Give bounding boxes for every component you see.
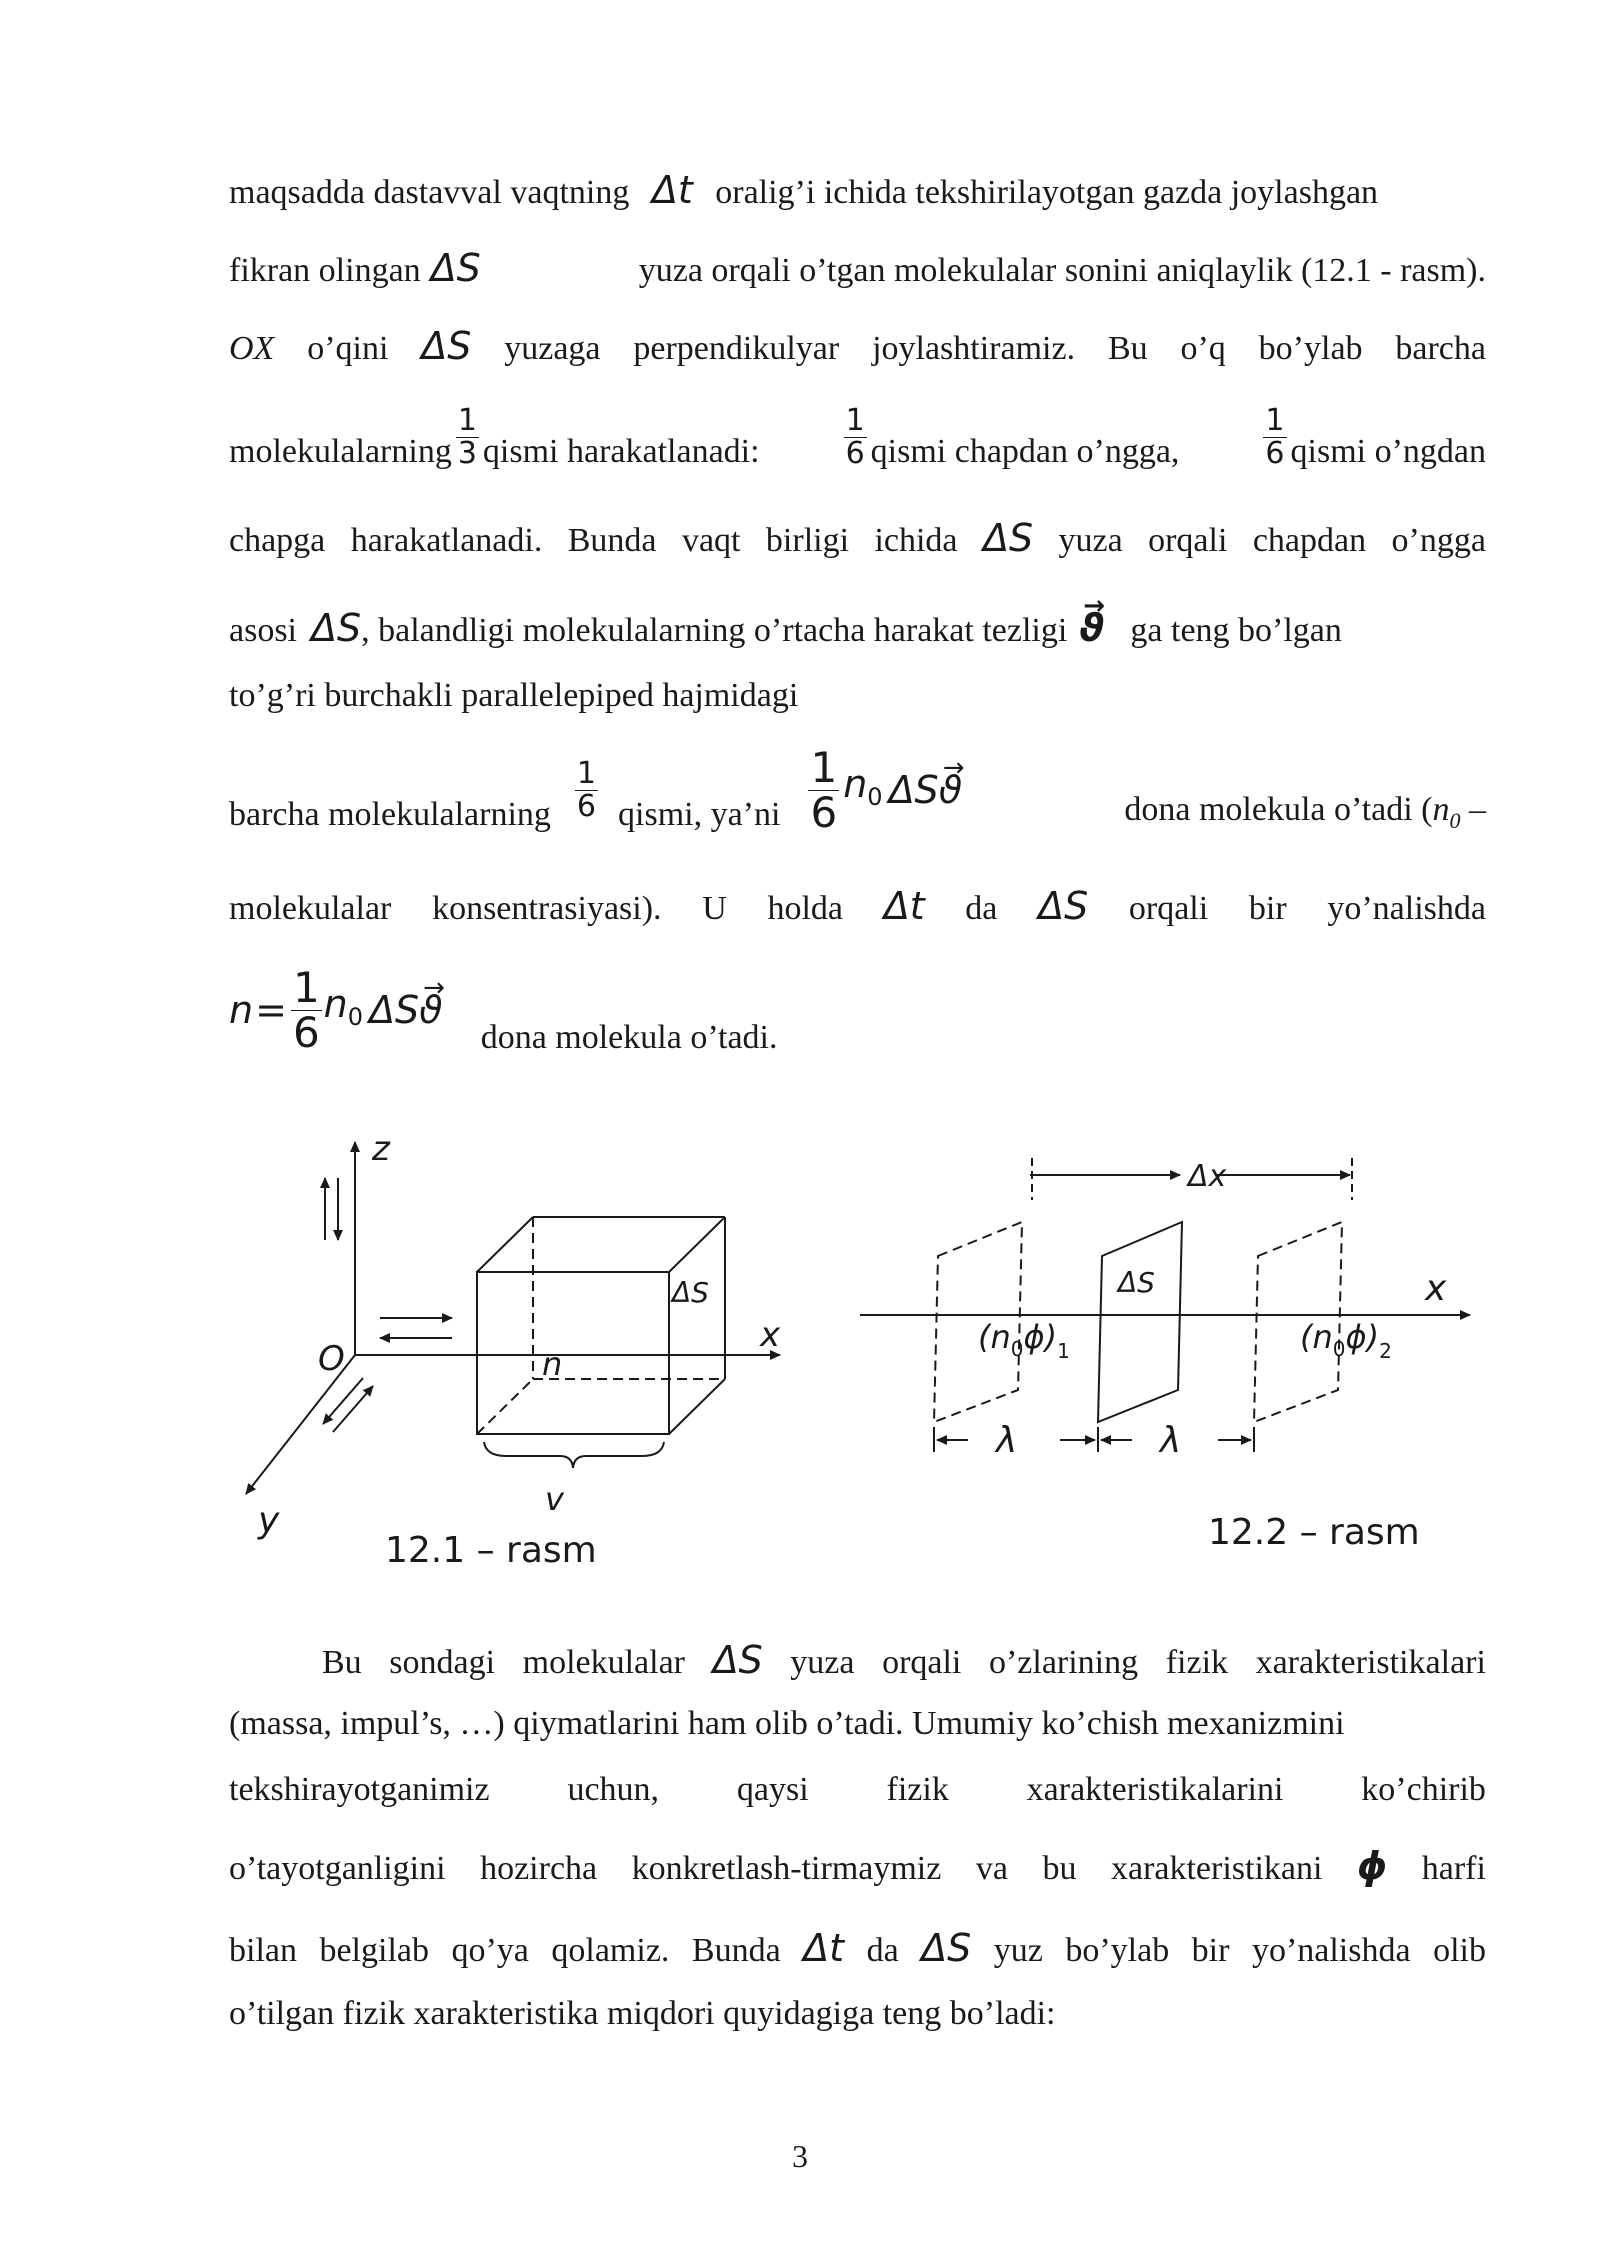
text-line: fikran olingan ΔS yuza orqali o’tgan molekulalar sonini aniqlaylik (12.1 - rasm). <box>229 246 1486 290</box>
origin-label: O <box>318 1339 345 1379</box>
lambda-label: λ <box>1160 1420 1182 1461</box>
text-line: bilan belgilab qo’ya qolamiz. Bunda Δt da ΔS yuz bo’ylab bir yo’nalishda olib <box>229 1926 1486 1970</box>
lambda-label: λ <box>996 1420 1018 1461</box>
text-line: n = $\frac{1}{6}$ $n_0$ ΔS → ϑ dona molekula o’tadi. <box>229 960 1486 1060</box>
text-line: maqsadda dastavval vaqtning Δt oralig’i ichida tekshirilayotgan gazda joylashgan <box>229 168 1379 212</box>
x-axis-label: x <box>1425 1268 1447 1309</box>
fraction: $\frac{1}{6}$ <box>845 402 865 471</box>
fraction: $\frac{1}{6}$ <box>576 755 597 824</box>
figure-12-1 <box>230 1130 810 1570</box>
v-label: v <box>545 1480 564 1518</box>
text-line: Bu sondagi molekulalar ΔS yuza orqali o’zlarining fizik xarakteristikalari <box>322 1638 1486 1682</box>
figure-caption: 12.2 – rasm <box>1208 1512 1420 1553</box>
n-label: n <box>542 1345 563 1383</box>
text-line: (massa, impul’s, …) qiymatlarini ham olib o’tadi. Umumiy ko’chish mexanizmini <box>229 1705 1345 1742</box>
flux-label-right: $(n_0\phi)_2$ <box>1300 1318 1392 1363</box>
fraction: $\frac{1}{6}$ <box>1265 402 1285 471</box>
z-axis-label: z <box>372 1130 390 1169</box>
text-line: barcha molekulalarning $\frac{1}{6}$ qismi, ya’ni $\frac{1}{6}$ $n_0$ ΔS → ϑ dona molekula o’tadi ($n_0$ – <box>229 740 1486 840</box>
delta-x-label: Δx <box>1188 1159 1227 1194</box>
x-axis-label: x <box>760 1315 781 1355</box>
text-line: OX o’qini ΔS yuzaga perpendikulyar joylashtiramiz. Bu o’q bo’ylab barcha <box>229 324 1486 368</box>
figure-caption: 12.1 – rasm <box>385 1530 597 1571</box>
fraction: $\frac{1}{3}$ <box>457 402 477 471</box>
formula: $\frac{1}{6}$ $n_0$ ΔS → ϑ <box>804 746 962 835</box>
text-line: molekulalar konsentrasiyasi). U holda Δt da ΔS orqali bir yo’nalishda <box>229 884 1486 928</box>
text-line: o’tilgan fizik xarakteristika miqdori quyidagiga teng bo’ladi: <box>229 1995 1056 2032</box>
y-axis-label: y <box>258 1500 280 1541</box>
formula: n = $\frac{1}{6}$ $n_0$ ΔS → ϑ <box>229 966 443 1055</box>
flux-label-left: $(n_0\phi)_1$ <box>978 1318 1070 1363</box>
area-label: ΔS <box>1118 1266 1155 1299</box>
text-line: molekulalarning $\frac{1}{3}$ qismi harakatlanadi: $\frac{1}{6}$ qismi chapdan o’ngga, $\frac{1}{6}$ qismi o’ngdan <box>229 402 1486 471</box>
text-line: chapga harakatlanadi. Bunda vaqt birligi ichida ΔS yuza orqali chapdan o’ngga <box>229 516 1486 560</box>
area-label: ΔS <box>672 1276 709 1309</box>
text-line: asosi ΔS , balandligi molekulalarning o’rtacha harakat tezligi → ϑ ga teng bo’lgan <box>229 608 1486 651</box>
figure-12-2 <box>850 1150 1490 1490</box>
text-line: to’g’ri burchakli parallelepiped hajmidagi <box>229 677 799 714</box>
page-number: 3 <box>792 2138 808 2174</box>
text-line: tekshirayotganimiz uchun, qaysi fizik xarakteristikalarini ko’chirib <box>229 1771 1486 1808</box>
text-line: o’tayotganligini hozircha konkretlash-tirmaymiz va bu xarakteristikani ϕ harfi <box>229 1844 1486 1888</box>
